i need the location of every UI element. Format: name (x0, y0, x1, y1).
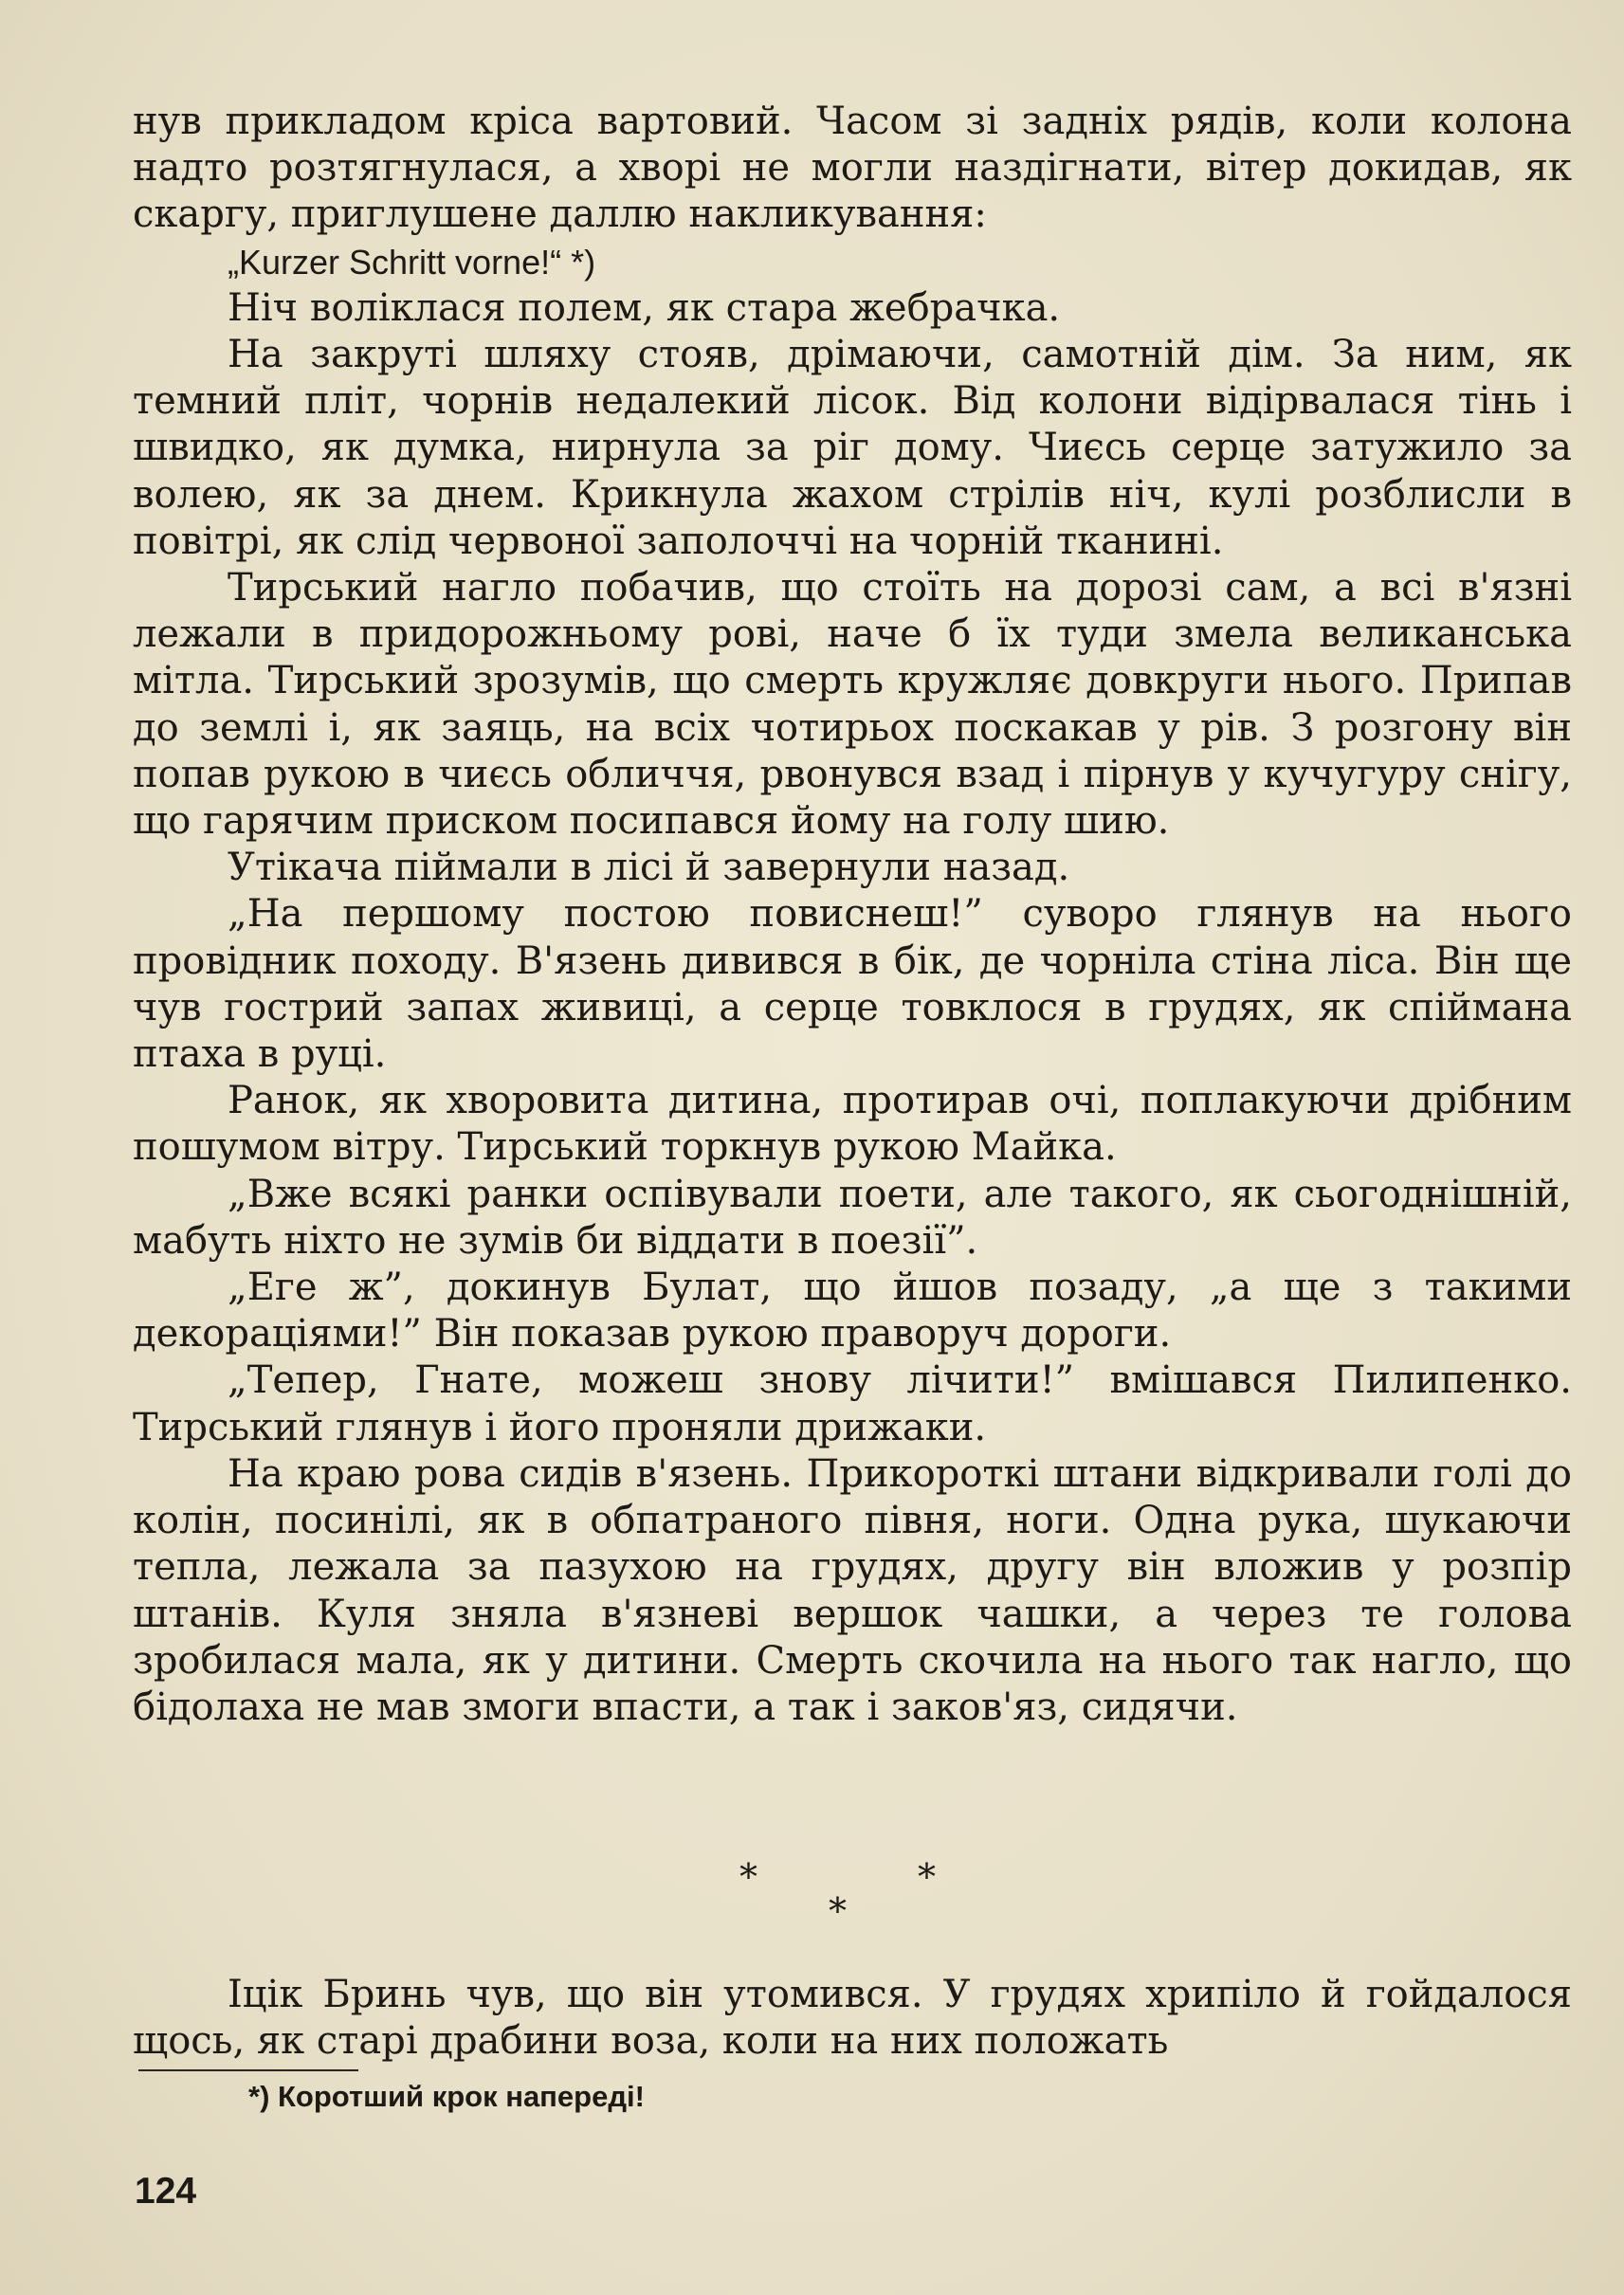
footnote-divider (138, 2069, 358, 2071)
paragraph: „Вже всякі ранки оспівували поети, але такого, як сьогоднішній, мабуть ніхто не зумів би віддати в поезії”. (133, 1172, 1572, 1263)
paragraph: Утікача піймали в лісі й завернули назад. (228, 846, 1070, 890)
new-section-text (133, 1972, 1572, 2065)
asterisk-left: * (739, 1856, 757, 1898)
section-break-asterism (739, 1856, 967, 1941)
main-text (133, 99, 1572, 1731)
page-number: 124 (135, 2171, 197, 2212)
footnote: *) Коротший крок напереді! (248, 2080, 645, 2113)
paragraph: Тирський нагло побачив, що стоїть на дорозі сам, а всі в'язні лежали в придорожньому рові, наче б їх туди змела великанська мітла. Тирський зрозумів, що смерть кружляє довкруги нього. Припав до землі і, як заяць, на всіх чотирьох поскакав у рів. З розгону він попав рукою в чиєсь обличчя, рвонувся взад і пірнув у кучугуру снігу, що гарячим приском посипався йому на голу шию. (133, 566, 1572, 844)
paragraph-german-quote: „Kurzer Schritt vorne!“ *) (228, 242, 596, 282)
paragraph: На закруті шляху стояв, дрімаючи, самотній дім. За ним, як темний пліт, чорнів недалекий лісок. Від колони відірвалася тінь і швидко, як думка, нирнула за ріг дому. Чиєсь серце затужило за волею, як за днем. Крикнула жахом стрілів ніч, кулі розблисли в повітрі, як слід червоної заполоччі на чорній тканині. (133, 333, 1572, 563)
paragraph: Іцік Бринь чув, що він утомився. У грудях хрипіло й гойдалося щось, як старі драбини воза, коли на них положать (133, 1973, 1572, 2064)
asterisk-right: * (918, 1856, 936, 1898)
asterisk-bottom: * (829, 1890, 847, 1932)
paragraph: „Еге ж”, докинув Булат, що йшов позаду, „а ще з такими декораціями!” Він показав рукою праворуч дороги. (133, 1266, 1572, 1357)
paragraph: Ніч воліклася полем, як стара жебрачка. (228, 285, 1061, 330)
paragraph: „Тепер, Гнате, можеш знову лічити!” вмішався Пилипенко. Тирський глянув і його проняли дрижаки. (133, 1358, 1572, 1449)
paragraph: Ранок, як хворовита дитина, протирав очі, поплакуючи дрібним пошумом вітру. Тирський торкнув рукою Майка. (133, 1079, 1572, 1170)
paragraph: На краю рова сидів в'язень. Прикороткі штани відкривали голі до колін, посинілі, як в обпатраного півня, ноги. Одна рука, шукаючи тепла, лежала за пазухою на грудях, другу він вложив у розпір штанів. Куля зняла в'язневі вершок чашки, а через те голова зробилася мала, як у дитини. Смерть скочила на нього так нагло, що бідолаха не мав змоги впасти, а так і заков'яз, сидячи. (133, 1451, 1572, 1729)
paragraph: „На першому постою повиснеш!” суворо глянув на нього провідник походу. В'язень дивився в бік, де чорніла стіна ліса. Він ще чув гострий запах живиці, а серце товклося в грудях, як спіймана птаха в руці. (133, 892, 1572, 1077)
paragraph-continuation: нув прикладом кріса вартовий. Часом зі задніх рядів, коли колона надто розтягнулася, а хворі не могли наздігнати, вітер докидав, як скаргу, приглушене даллю накликування: (133, 100, 1572, 237)
